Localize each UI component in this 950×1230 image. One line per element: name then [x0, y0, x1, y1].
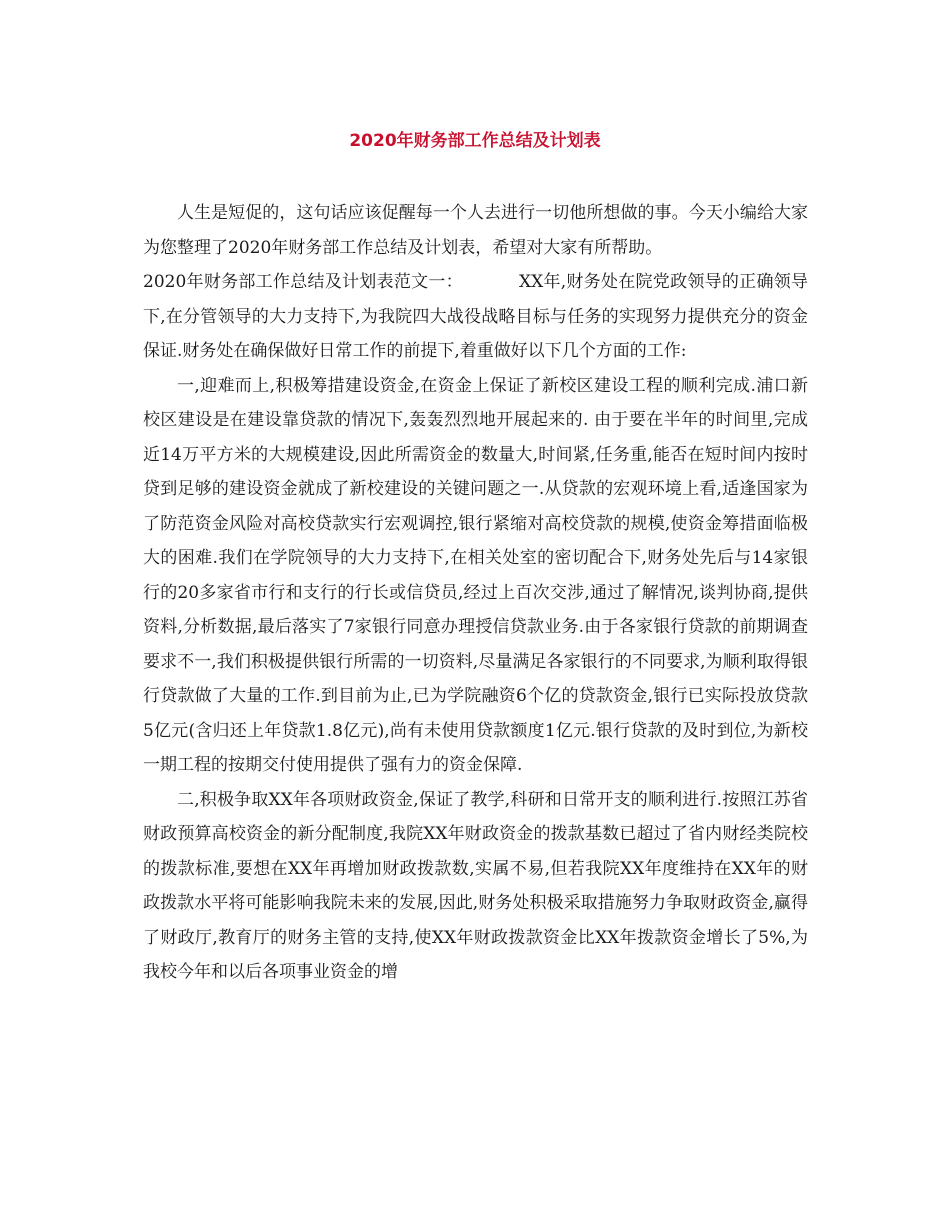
intro-paragraph	[143, 196, 808, 369]
section-block	[143, 265, 808, 369]
document-body	[143, 196, 808, 990]
paragraph-one: 一,迎难而上,积极筹措建设资金,在资金上保证了新校区建设工程的顺利完成.浦口新校区建设是在建设靠贷款的情况下,轰轰烈烈地开展起来的. 由于要在半年的时间里,完成近14万平方米的大规模建设,因此所需资金的数量大,时间紧,任务重,能否在短时间内按时贷到足够的建设资金就成了新校建设的关键问题之一.从贷款的宏观环境上看,适逢国家为了防范资金风险对高校贷款实行宏观调控,银行紧缩对高校贷款的规模,使资金筹措面临极大的困难.我们在学院领导的大力支持下,在相关处室的密切配合下,财务处先后与14家银行的20多家省市行和支行的行长或信贷员,经过上百次交涉,通过了解情况,谈判协商,提供资料,分析数据,最后落实了7家银行同意办理授信贷款业务.由于各家银行贷款的前期调查要求不一,我们积极提供银行所需的一切资料,尽量满足各家银行的不同要求,为顺利取得银行贷款做了大量的工作.到目前为止,已为学院融资6个亿的贷款资金,银行已实际投放贷款5亿元(含归还上年贷款1.8亿元),尚有未使用贷款额度1亿元.银行贷款的及时到位,为新校一期工程的按期交付使用提供了强有力的资金保障.	[143, 375, 808, 775]
section-heading: 2020年财务部工作总结及计划表范文一：	[143, 272, 463, 292]
document-title: 2020年财务部工作总结及计划表	[349, 131, 601, 151]
section-intro-text: XX年,财务处在院党政领导的正确领导下,在分管领导的大力支持下,为我院四大战役战略目标与任务的实现努力提供充分的资金保证.财务处在确保做好日常工作的前提下,着重做好以下几个方面的工作:	[143, 272, 809, 361]
paragraph-two: 二,积极争取XX年各项财政资金,保证了教学,科研和日常开支的顺利进行.按照江苏省财政预算高校资金的新分配制度,我院XX年财政资金的拨款基数已超过了省内财经类院校的拨款标准,要想在XX年再增加财政拨款数,实属不易,但若我院XX年度维持在XX年的财政拨款水平将可能影响我院未来的发展,因此,财务处积极采取措施努力争取财政资金,赢得了财政厅,教育厅的财务主管的支持,使XX年财政拨款资金比XX年拨款资金增长了5%,为我校今年和以后各项事业资金的增	[143, 789, 808, 982]
intro-text: 人生是短促的，这句话应该促醒每一个人去进行一切他所想做的事。今天小编给大家为您整理了2020年财务部工作总结及计划表，希望对大家有所帮助。	[143, 203, 808, 258]
